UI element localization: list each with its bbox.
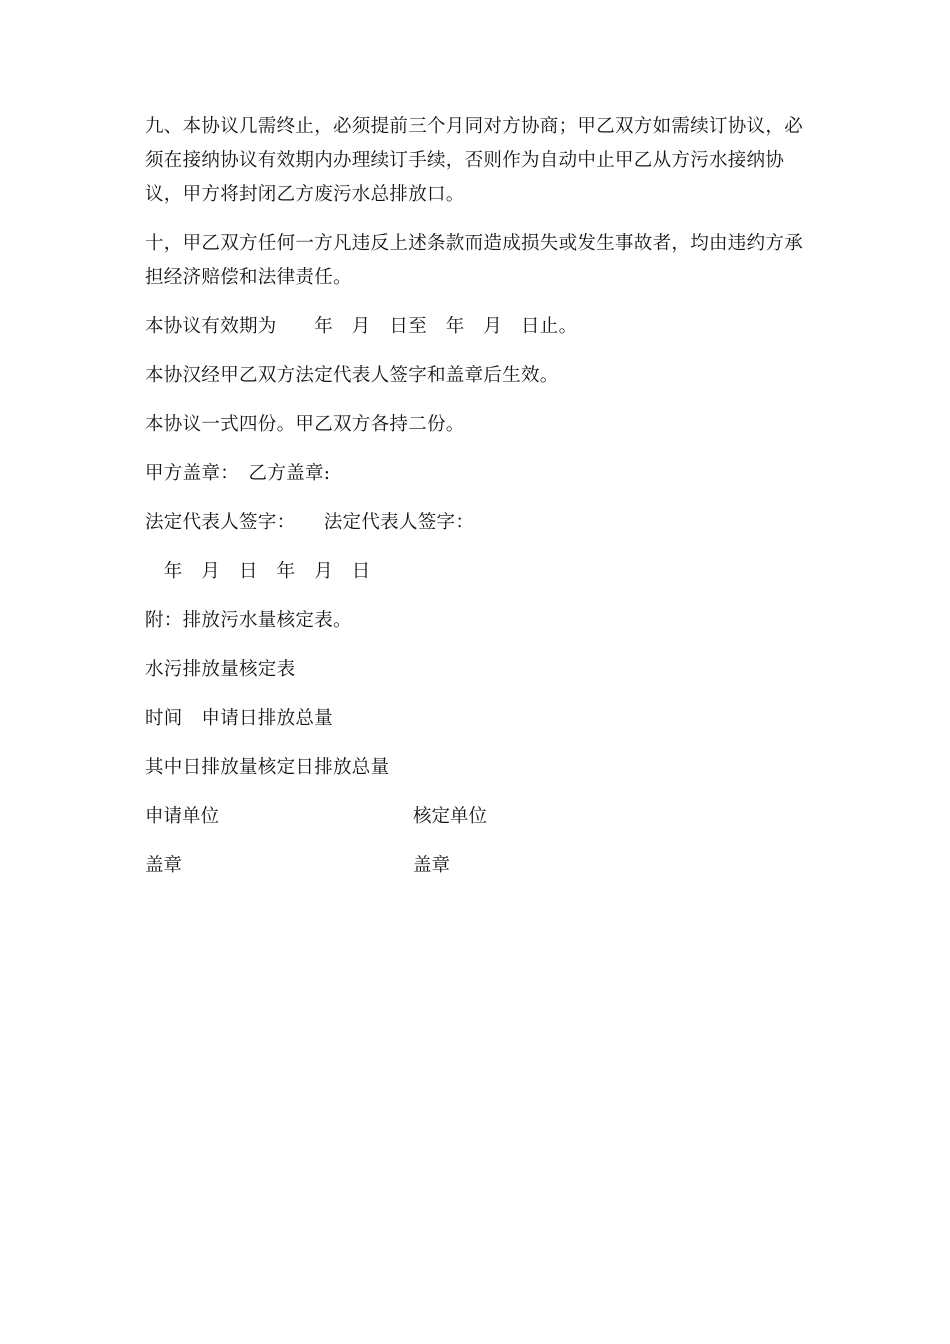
table-row-time: 时间 申请日排放总量 [145, 708, 334, 729]
table-title: 水污排放量核定表 [145, 659, 296, 680]
effective-line: 本协汉经甲乙双方法定代表人签字和盖章后生效。 [145, 365, 559, 386]
clause-9-paragraph: 九、本协议几需终止，必须提前三个月同对方协商；甲乙双方如需续订协议，必须在接纳协议有效期内办理续订手续，否则作为自动中止甲乙从方污水接纳协议，甲方将封闭乙方废污水总排放口。 [145, 116, 804, 205]
attachment-line: 附：排放污水量核定表。 [145, 610, 352, 631]
unit-row [145, 800, 810, 834]
copies-line: 本协议一式四份。甲乙双方各持二份。 [145, 414, 465, 435]
applicant-seal: 盖章 [145, 855, 183, 876]
approver-unit: 核定单位 [413, 806, 488, 827]
dates-line: 年 月 日 年 月 日 [145, 561, 371, 582]
table-row-approved: 其中日排放量核定日排放总量 [145, 757, 390, 778]
signatures-line: 法定代表人签字： 法定代表人签字： [145, 512, 475, 533]
document-body [145, 110, 810, 883]
validity-line: 本协议有效期为 年 月 日至 年 月 日止。 [145, 316, 578, 337]
clause-10-paragraph: 十，甲乙双方任何一方凡违反上述条款而造成损失或发生事故者，均由违约方承担经济赔偿和法律责任。 [145, 233, 804, 288]
seal-row [145, 849, 810, 883]
applicant-unit: 申请单位 [145, 806, 220, 827]
seals-line: 甲方盖章： 乙方盖章: [145, 463, 331, 484]
approver-seal: 盖章 [413, 855, 451, 876]
